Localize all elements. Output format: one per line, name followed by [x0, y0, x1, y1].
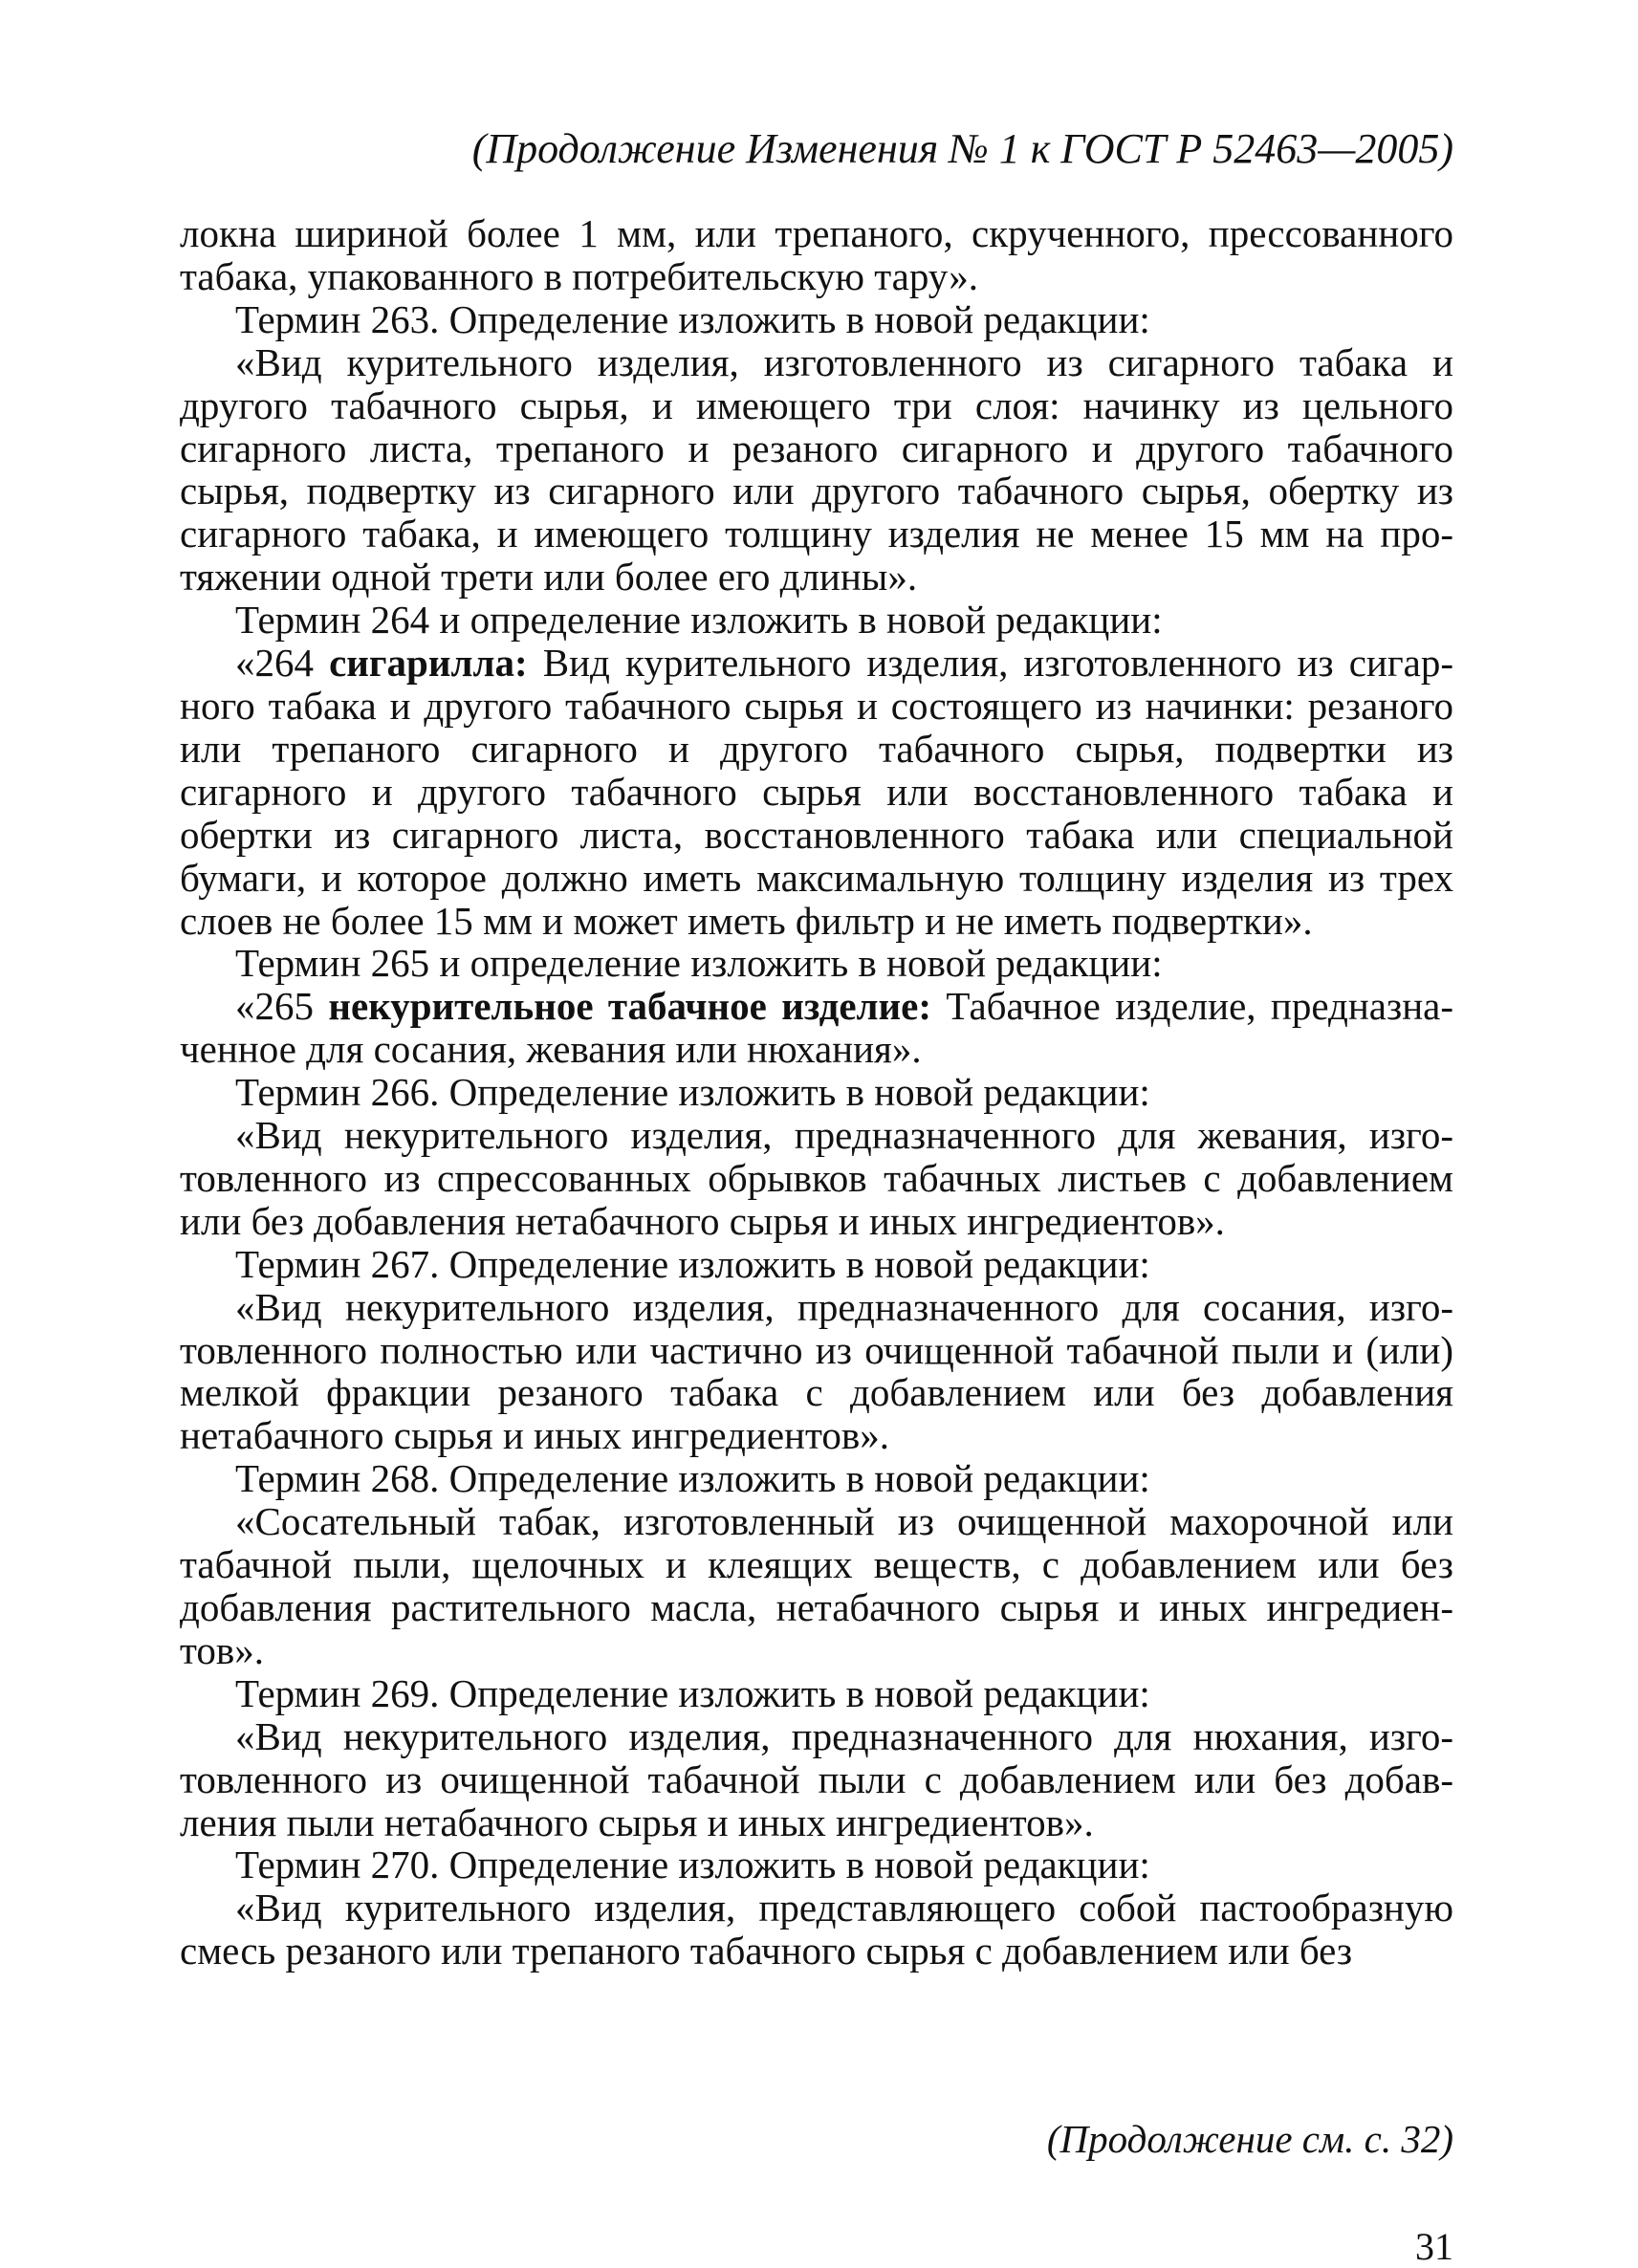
paragraph: Термин 267. Определение изложить в новой редакции:	[235, 1241, 1150, 1286]
term-definition: Табачное изделие, предназначенное для сосания, жевания или нюхания».	[180, 984, 1453, 1072]
paragraph: Термин 263. Определение изложить в новой редакции:	[235, 296, 1150, 341]
paragraph: «Вид курительного изделия, изготовленного из сигарного табака и другого табачного сырья, и имеющего три слоя: начинку из цельного сигарного листа, трепаного и резаного сигарного и другого табачного сырья, подвертку из сигарного или другого табачного сырья, обертку из сигарного табака, и имеющего толщину изделия не менее 15 мм на протяжении одной трети или более его длины».	[180, 339, 1453, 600]
term-name: сигарилла:	[329, 641, 528, 686]
term-name: некурительное табачное изделие:	[328, 984, 932, 1029]
term-number: «265	[235, 984, 329, 1029]
paragraph-term-264	[180, 642, 1453, 942]
paragraph: Термин 266. Определение изложить в новой редакции:	[235, 1070, 1150, 1115]
paragraph: локна шириной более 1 мм, или трепаного, скрученного, прессованного табака, упакованного в потребительскую тару».	[180, 211, 1453, 298]
document-body	[180, 212, 1453, 1973]
paragraph: Термин 269. Определение изложить в новой редакции:	[235, 1670, 1150, 1715]
paragraph-term-265	[180, 985, 1453, 1071]
page-number: 31	[1415, 2225, 1453, 2268]
page-header: (Продолжение Изменения № 1 к ГОСТ Р 52463—2005)	[471, 125, 1453, 172]
continuation-note: (Продолжение см. с. 32)	[1046, 2117, 1453, 2161]
paragraph: «Вид курительного изделия, представляющего собой пастообразную смесь резаного или трепаного табачного сырья с добавлением или без	[180, 1886, 1453, 1974]
paragraph: Термин 265 и определение изложить в новой редакции:	[235, 941, 1163, 986]
paragraph: «Вид некурительного изделия, предназначенного для нюхания, изготовленного из очищенной табачной пыли с добавлением или без добавления пыли нетабачного сырья и иных ингредиентов».	[180, 1713, 1453, 1844]
paragraph: «Вид некурительного изделия, предназначенного для жевания, изготовленного из спрессованных обрывков табачных листьев с добавлением или без добавления нетабачного сырья и иных ингредиентов».	[180, 1113, 1453, 1243]
paragraph: Термин 270. Определение изложить в новой редакции:	[235, 1843, 1150, 1887]
term-definition: Вид курительного изделия, изготовленного из сигарного табака и другого табачного сырья и состоящего из начинки: резаного или трепаного сигарного и другого табачного сырья, подвертки из сигарного и другого табачного сырья или восстановленного табака и обертки из сигарного листа, восстановленного табака или специальной бумаги, и которое должно иметь максимальную толщину изделия из трех слоев не более 15 мм и может иметь фильтр и не иметь подвертки».	[180, 641, 1454, 943]
term-number: «264	[235, 641, 330, 686]
paragraph: Термин 264 и определение изложить в новой редакции:	[235, 598, 1163, 643]
paragraph: «Вид некурительного изделия, предназначенного для сосания, изготовленного полностью или частично из очищенной табачной пыли и (или) мелкой фракции резаного табака с добавлением или без добавления нетабачного сырья и иных ингредиентов».	[180, 1284, 1453, 1458]
paragraph: «Сосательный табак, изготовленный из очищенной махорочной или табачной пыли, щелочных и клеящих веществ, с добавлением или без добавления растительного масла, нетабачного сырья и иных ингредиентов».	[180, 1499, 1453, 1672]
paragraph: Термин 268. Определение изложить в новой редакции:	[235, 1456, 1150, 1501]
